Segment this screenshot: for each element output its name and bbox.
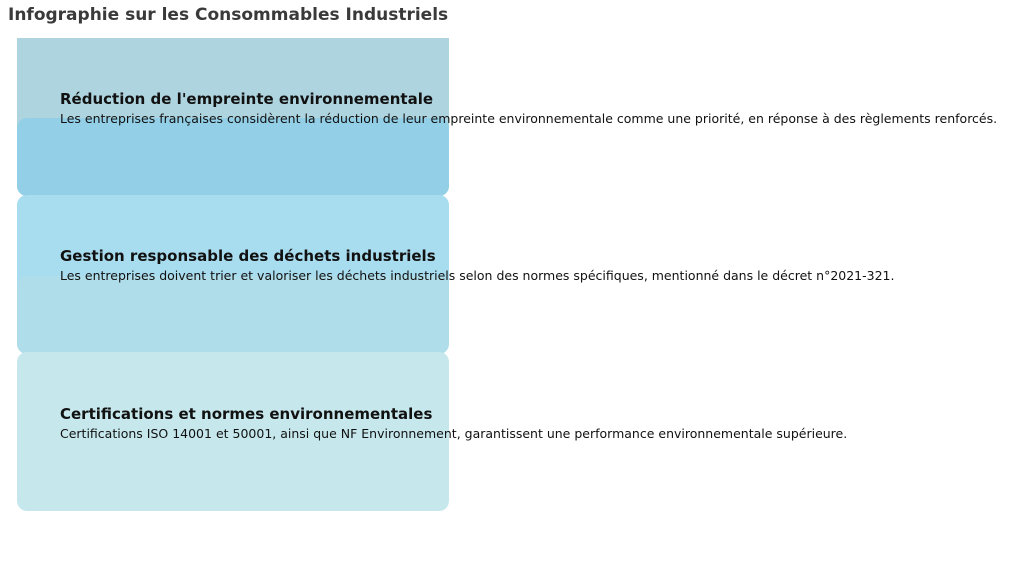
section-text: Les entreprises françaises considèrent la réduction de leur empreinte environnementale comme une priorité, en réponse à des règlements renforcés. [60,111,998,126]
section-text: Certifications ISO 14001 et 50001, ainsi que NF Environnement, garantissent une performance environnementale supérieure. [60,426,848,441]
section-reduction [60,90,997,127]
section-certifications [60,405,847,442]
section-gestion [60,247,894,284]
page-title: Infographie sur les Consommables Industriels [8,5,449,25]
section-band-overlay-2 [17,276,449,354]
section-title: Gestion responsable des déchets industriels [60,247,436,265]
section-title: Réduction de l'empreinte environnementale [60,90,434,108]
section-title: Certifications et normes environnementales [60,405,433,423]
section-text: Les entreprises doivent trier et valoriser les déchets industriels selon des normes spécifiques, mentionné dans le décret n°2021-321. [60,268,895,283]
section-band-overlay-1 [17,118,449,196]
